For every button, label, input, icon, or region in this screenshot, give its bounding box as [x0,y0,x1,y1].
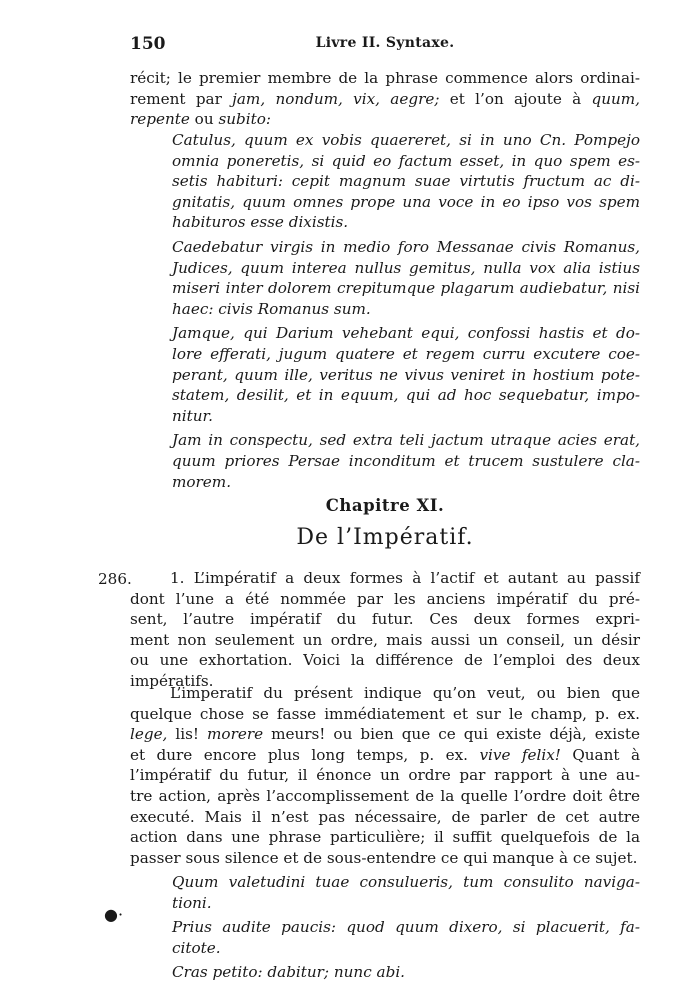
text-line: impératifs. [130,671,214,690]
latin-term: morere [207,725,264,744]
example-line: tioni. [172,893,212,912]
quote-line: haec: civis Romanus sum. [172,299,371,318]
quotation-3 [172,430,640,492]
example-2 [172,962,640,983]
page-number: 150 [130,34,166,54]
quote-line: perant, quum ille, veritus ne vivus veniret in hostium pote- [172,365,640,384]
text-line [130,745,640,766]
latin-term: quum, [591,89,640,108]
chapter-title: De l’Impératif. [296,525,474,550]
text-line: ment non seulement un ordre, mais aussi un conseil, un désir [130,630,640,649]
quote-line: Judices, quum interea nullus gemitus, nulla vox alia istius [172,258,640,277]
section-paragraph-1 [130,568,640,692]
latin-term: lege, [130,725,168,744]
text-line: L’imperatif du présent indique qu’on veut, ou bien que [170,684,640,702]
text-run: rement par [130,89,233,108]
text-line: dont l’une a été nommée par les anciens impératif du pré- [130,589,640,608]
text-line: executé. Mais il n’est pas nécessaire, de parler de cet autre [130,807,640,826]
example-1 [172,917,640,958]
latin-term: subito: [218,110,271,129]
latin-term: repente [130,110,190,129]
text-line: ou une exhortation. Voici la différence de l’emploi des deux [130,651,640,670]
example-sentences [172,872,640,987]
quote-line: setis habituri: cepit magnum suae virtutis fructum ac di- [172,172,640,191]
quote-line: gnitatis, quum omnes prope una voce in eo ipso vos spem [172,192,640,211]
text-line: action dans une phrase particulière; il suffit quelquefois de la [130,828,640,847]
text-line: récit; le premier membre de la phrase commence alors ordinai- [130,69,640,87]
text-line: 1. L’impératif a deux formes à l’actif et autant au passif [170,569,640,587]
quote-line: miseri inter dolorem crepitumque plagarum audiebatur, nisi [172,279,640,298]
quote-line: nitur. [172,406,213,425]
text-run: lis! [167,725,208,744]
text-line: tre action, après l’accomplissement de la quelle l’ordre doit être [130,786,640,805]
quote-line: Jam in conspectu, sed extra teli jactum utraque acies erat, [172,431,640,450]
text-line: sent, l’autre impératif du futur. Ces deux formes expri- [130,610,640,629]
running-title: Livre II. Syntaxe. [315,35,455,51]
latin-term: vive felix! [479,745,561,764]
quote-line: Catulus, quum ex vobis quaereret, si in uno Cn. Pompejo [172,131,640,149]
example-line: Cras petito: dabitur; nunc abi. [172,963,406,982]
chapter-label: Chapitre XI. [325,496,445,515]
quote-line: omnia poneretis, si quid eo factum esset, in quo spem es- [172,151,640,170]
intro-paragraph [130,68,640,130]
quote-line: statem, desilit, et in equum, qui ad hoc sequebatur, impo- [172,386,640,405]
section-paragraph-2 [130,683,640,868]
text-line: l’impératif du futur, il énonce un ordre par rapport à une au- [130,766,640,785]
example-line: citote. [172,938,221,957]
latin-quotations [172,130,640,496]
quotation-1 [172,237,640,319]
latin-term: jam, nondum, vix, aegre; [232,89,440,108]
example-0 [172,872,640,913]
text-run: et dure encore plus long temps, p. ex. [130,745,480,764]
quote-line: morem. [172,472,232,491]
text-run: ou [189,110,219,129]
quotation-2 [172,323,640,426]
text-run: meurs! ou bien que ce qui existe déjà, existe [263,725,640,744]
text-line: quelque chose se fasse immédiatement et sur le champ, p. ex. [130,704,640,723]
text-line: passer sous silence et de sous-entendre ce qui manque à ce sujet. [130,848,638,867]
paragraph-number: 286. [98,570,132,588]
quote-line: Caedebatur virgis in medio foro Messanae civis Romanus, [172,237,640,256]
text-run: et l’on ajoute à [439,89,592,108]
quote-line: habituros esse dixistis. [172,213,349,232]
quote-line: lore efferati, jugum quatere et regem curru excutere coe- [172,344,640,363]
text-run: Quant à [560,745,640,764]
ink-mark-icon: ●· [104,905,124,924]
example-line: Prius audite paucis: quod quum dixero, si placuerit, fa- [172,918,640,937]
text-line [130,89,640,110]
text-line [130,109,640,130]
example-line: Quum valetudini tuae consulueris, tum consulito naviga- [172,873,640,891]
quote-line: quum priores Persae inconditum et trucem sustulere cla- [172,451,640,470]
quotation-0 [172,130,640,233]
page-header [130,34,640,58]
text-line [130,724,640,745]
quote-line: Jamque, qui Darium vehebant equi, confossi hastis et do- [172,324,640,343]
